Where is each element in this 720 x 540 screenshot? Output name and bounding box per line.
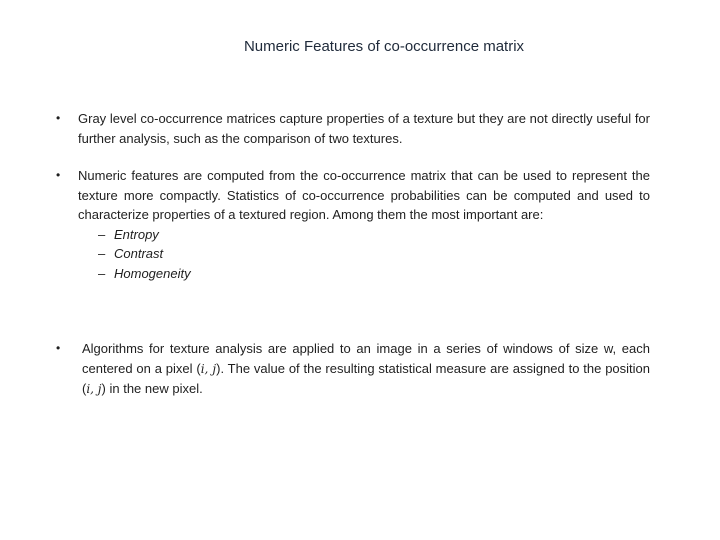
text-segment: ) in the new pixel. (101, 381, 203, 396)
sub-list-item (78, 225, 650, 245)
sub-list-item (78, 264, 650, 284)
sub-list-dash: – (98, 265, 106, 281)
bullet-item (56, 166, 650, 283)
bullet-marker: • (56, 111, 61, 125)
text-segment: ). The value of the resulting statistical measure are assigned to the position ( (82, 360, 651, 396)
pixel-coordinate: i, j (86, 382, 102, 396)
bullet-marker: • (56, 341, 61, 355)
sub-list-dash: – (98, 226, 106, 242)
sub-list-dash: – (98, 246, 106, 261)
slide-title: Numeric Features of co-occurrence matrix (243, 38, 525, 55)
bullet-text: Gray level co-occurrence matrices capture properties of a texture but they are not directly useful for further analysis, such as the comparison of two textures. (78, 111, 650, 146)
bullet-item (56, 109, 650, 148)
sub-list-label: Entropy (114, 226, 159, 242)
pixel-coordinate: i, j (200, 361, 217, 376)
sub-list-item (78, 244, 650, 264)
bullet-item (56, 339, 650, 400)
text-segment: Algorithms for texture analysis are applied to an image in a series of windows of size w, each centered on a pixel ( (82, 341, 650, 376)
sub-list-label: Homogeneity (114, 265, 191, 281)
bullet-text (82, 339, 650, 400)
bullet-text: Numeric features are computed from the co-occurrence matrix that can be used to represent the texture more compactly. Statistics of co-occurrence probabilities can be computed and used to characterize properties of a textured region. Among them the most important are: (78, 168, 650, 222)
sub-list-label: Contrast (114, 246, 164, 261)
bullet-marker: • (56, 168, 61, 182)
